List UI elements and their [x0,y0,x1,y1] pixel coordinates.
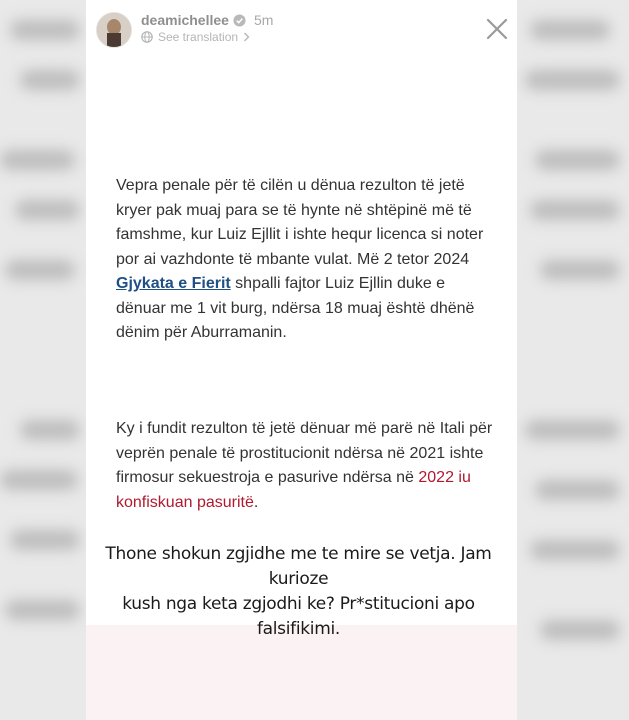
article-text: . [253,493,259,511]
story-username-row [141,12,273,28]
article-paragraph-1 [116,174,496,346]
username[interactable]: deamichellee [141,12,229,28]
chevron-right-icon [243,32,250,42]
close-icon[interactable] [486,18,508,40]
globe-icon [141,31,153,43]
verified-badge-icon [233,14,246,27]
caption-line-1: Thone shokun zgjidhe me te mire se vetja. Jam kurioze [105,544,492,589]
article-text: Vepra penale për të cilën u dënua rezulton të jetë kryer pak muaj para se të hynte në shtëpinë më të famshme, kur Luiz Ejllit i ishte hequr licenca si noter por ai vazhdonte të mbante vulat. Më 2 tetor 2024 [116,177,484,268]
see-translation-label: See translation [158,30,239,44]
article-link-konfiskim[interactable]: 2022 iu konfiskuan pasuritë [116,469,471,511]
article-link-gjykata[interactable]: Gjykata e Fierit [116,275,231,292]
see-translation-button[interactable] [141,30,250,44]
story-header [86,0,517,60]
story-time: 5m [253,12,274,28]
avatar-icon [97,13,131,47]
article-text: Ky i fundit rezulton të jetë dënuar më parë në Itali për veprën penale të prostitucionit ndërsa në 2021 ishte firmosur sekuestroja e pasurive ndërsa në [116,420,493,486]
article-paragraph-2 [116,417,496,515]
story-caption-container [86,544,517,639]
article-text: shpalli fajtor Luiz Ejllin duke e dënuar me 1 vit burg, ndërsa 18 muaj është dhënë dënim për Aburramanin. [116,275,475,341]
story-caption [86,544,511,639]
caption-line-2: kush nga keta zgjodhi ke? Pr*stitucioni apo falsifikimi. [122,594,475,639]
avatar[interactable] [96,12,132,48]
